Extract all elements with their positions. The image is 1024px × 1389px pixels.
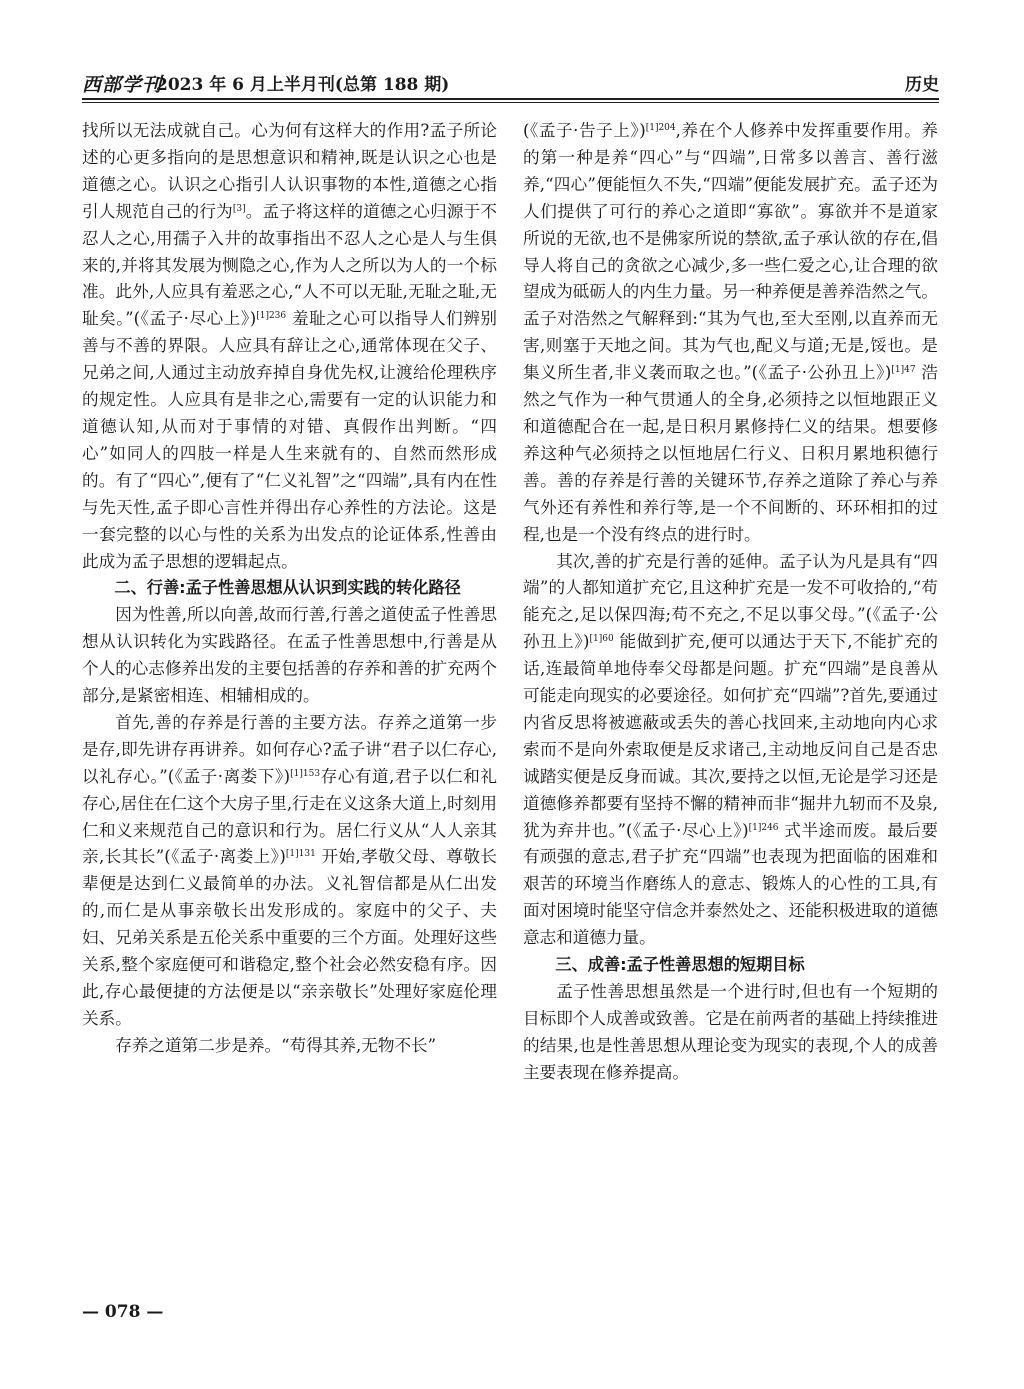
citation: [1]131 xyxy=(285,849,316,860)
section-heading-3: 三、成善:孟子性善思想的短期目标 xyxy=(555,955,805,975)
header-rule-thin xyxy=(82,102,939,103)
page-number: — 078 — xyxy=(82,1302,164,1322)
section-heading-2: 二、行善:孟子性善思想从认识到实践的转化路径 xyxy=(114,578,461,598)
right-column xyxy=(523,118,938,1087)
paragraph: 孟子性善思想虽然是一个进行时,但也有一个短期的目标即个人成善或致善。它是在前两者的基础上持续推进的结果,也是性善思想从理论变为现实的表现,个人的成善主要表现在修养提高。 xyxy=(523,982,938,1082)
paragraph: 存养之道第二步是养。“苟得其养,无物不长” xyxy=(115,1035,437,1055)
left-column xyxy=(82,118,497,1060)
paragraph: 首先,善的存养是行善的主要方法。存养之道第一步是存,即先讲存再讲养。如何存心?孟子讲“君子以仁存心,以礼存心。”(《孟子·离娄下》)$^{[1]153}$存心有道,君子以仁和礼存心,居住在仁这个大房子里,行走在义这条大道上,时刻用仁和义来规范自己的意识和行为。居仁行义从“人人亲其亲,长其长”(《孟子·离娄上》)$^{[1]131}$ 开始,孝敬父母、尊敬长辈便是达到仁义最简单的办法。义礼智信都是从仁出发的,而仁是从事亲敬长出发形成的。家庭中的父子、夫妇、兄弟关系是五伦关系中重要的三个方面。处理好这些关系,整个家庭便可和谐稳定,整个社会必然安稳有序。因此,存心最便捷的方法便是以“亲亲敬长”处理好家庭伦理关系。 xyxy=(82,712,497,1028)
citation: [1]153 xyxy=(290,768,321,779)
running-header xyxy=(82,68,939,102)
citation: [1]236 xyxy=(256,311,287,322)
paragraph: 因为性善,所以向善,故而行善,行善之道使孟子性善思想从认识转化为实践路径。在孟子性善思想中,行善是从个人的心志修养出发的主要包括善的存养和善的扩充两个部分,是紧密相连、相辅相成的。 xyxy=(82,605,497,706)
issue-info: 2023 年 6 月上半月刊(总第 188 期) xyxy=(156,75,450,95)
header-rule xyxy=(82,98,939,100)
citation: [1]246 xyxy=(748,822,779,833)
citation: [1]204 xyxy=(645,123,676,133)
journal-logo: 西部学刊 xyxy=(82,74,163,96)
citation: [3] xyxy=(232,203,246,214)
paragraph: 找所以无法成就自己。心为何有这样大的作用?孟子所论述的心更多指向的是思想意识和精神,既是认识之心也是道德之心。认识之心指引人认识事物的本性,道德之心指引人规范自己的行为[3]。孟子将这样的道德之心归源于不忍人之心,用孺子入井的故事指出不忍人之心是人与生俱来的,并将其发展为恻隐之心,作为人之所以为人的一个标准。此外,人应具有羞恶之心,“人不可以无耻,无耻之耻,无耻矣。”(《孟子·尽心上》)$^{[1]236}$ 羞耻之心可以指导人们辨别善与不善的界限。人应具有辞让之心,通常体现在父子、兄弟之间,人通过主动放弃掉自身优先权,让渡给伦理秩序的规定性。人应具有是非之心,需要有一定的认识能力和道德认知,从而对于事情的对错、真假作出判断。“四心”如同人的四肢一样是人生来就有的、自然而然形成的。有了“四心”,便有了“仁义礼智”之“四端”,具有内在性与先天性,孟子即心言性并得出存心养性的方法论。这是一套完整的以心与性的关系为出发点的论证体系,性善由此成为孟子思想的逻辑起点。 xyxy=(82,121,497,571)
section-name: 历史 xyxy=(905,75,939,95)
paragraph: 其次,善的扩充是行善的延伸。孟子认为凡是具有“四端”的人都知道扩充它,且这种扩充是一发不可收拾的,“苟能充之,足以保四海;苟不充之,不足以事父母。”(《孟子·公孙丑上》)$^{[1]60}$ 能做到扩充,便可以通达于天下,不能扩充的话,连最简单地侍奉父母都是问题。扩充“四端”是良善从可能走向现实的必要途径。如何扩充“四端”?首先,要通过内省反思将被遮蔽或丢失的善心找回来,主动地向内心求索而不是向外索取便是反求诸己,主动地反问自己是否忠诚踏实便是反身而诚。其次,要持之以恒,无论是学习还是道德修养都要有坚持不懈的精神而非“掘井九轫而不及泉,犹为弃井也。”(《孟子·尽心上》)$^{[1]246}$ 式半途而废。最后要有顽强的意志,君子扩充“四端”也表现为把面临的困难和艰苦的环境当作磨练人的意志、锻炼人的心性的工具,有面对困境时能坚守信念并泰然处之、还能积极进取的道德意志和道德力量。 xyxy=(523,551,938,948)
citation: [1]47 xyxy=(891,365,916,376)
paragraph: (《孟子·告子上》)$^{[1]204}$,养在个人修养中发挥重要作用。养的第一种是养“四心”与“四端”,日常多以善言、善行滋养,“四心”便能恒久不失,“四端”便能发展扩充。孟子还为人们提供了可行的养心之道即“寡欲”。寡欲并不是道家所说的无欲,也不是佛家所说的禁欲,孟子承认欲的存在,倡导人将自己的贪欲之心减少,多一些仁爱之心,让合理的欲望成为砥砺人的内生力量。另一种养便是善养浩然之气。孟子对浩然之气解释到:“其为气也,至大至刚,以直养而无害,则塞于天地之间。其为气也,配义与道;无是,馁也。是集义所生者,非义袭而取之也。”(《孟子·公孙丑上》)$^{[1]47}$ 浩然之气作为一种气贯通人的全身,必须持之以恒地跟正义和道德配合在一起,是日积月累修持仁义的结果。想要修养这种气必须持之以恒地居仁行义、日积月累地积德行善。善的存养是行善的关键环节,存养之道除了养心与养气外还有养性和养行等,是一个不间断的、环环相扣的过程,也是一个没有终点的进行时。 xyxy=(523,121,939,544)
citation: [1]60 xyxy=(589,634,614,645)
